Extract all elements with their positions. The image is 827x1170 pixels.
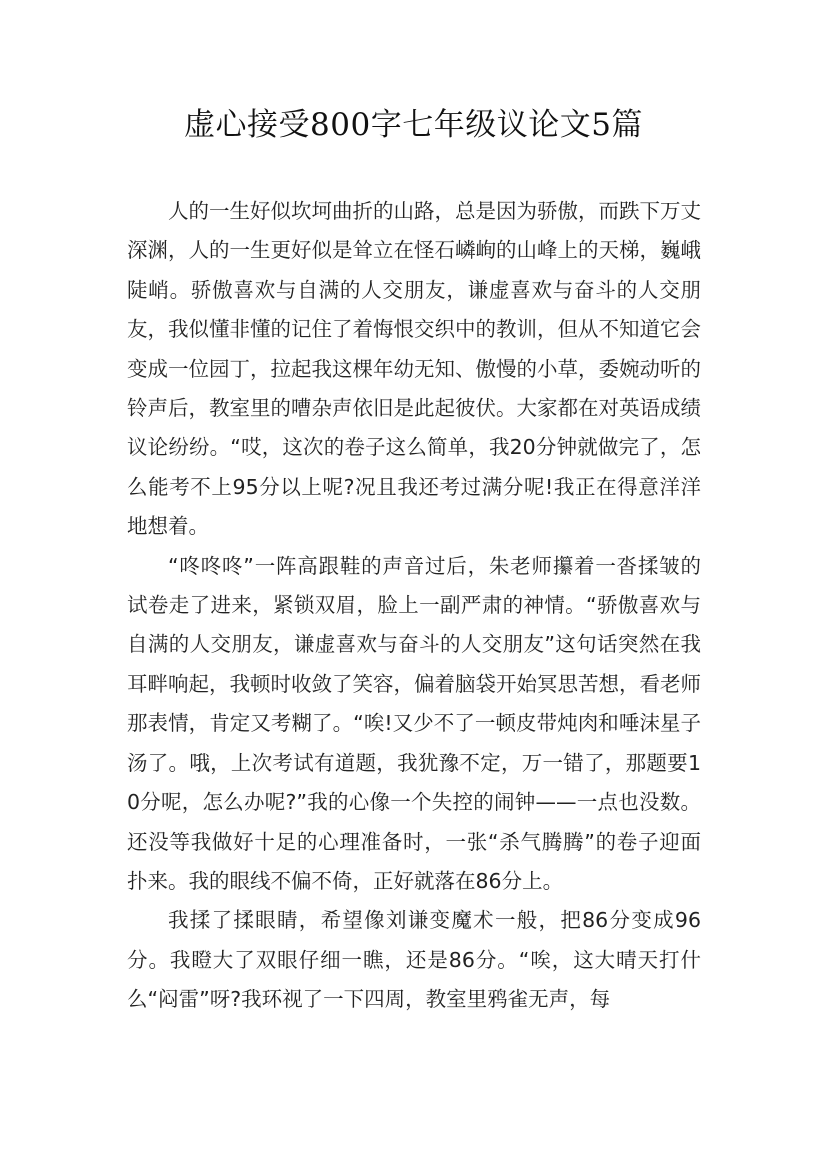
paragraph: 人的一生好似坎坷曲折的山路，总是因为骄傲，而跌下万丈深渊，人的一生更好似是耸立在怪石嶙峋的山峰上的天梯，巍峨陡峭。骄傲喜欢与自满的人交朋友，谦虚喜欢与奋斗的人交朋友，我似懂非懂的记住了着悔恨交织中的教训，但从不知道它会变成一位园丁，拉起我这棵年幼无知、傲慢的小草，委婉动听的铃声后，教室里的嘈杂声依旧是此起彼伏。大家都在对英语成绩议论纷纷。“哎，这次的卷子这么简单，我20分钟就做完了，怎么能考不上95分以上呢?况且我还考过满分呢!我正在得意洋洋地想着。 [127, 199, 701, 539]
document-body [127, 192, 701, 1020]
paragraph: “咚咚咚”一阵高跟鞋的声音过后，朱老师攥着一沓揉皱的试卷走了进来，紧锁双眉，脸上一副严肃的神情。“骄傲喜欢与自满的人交朋友，谦虚喜欢与奋斗的人交朋友”这句话突然在我耳畔响起，我顿时收敛了笑容，偏着脑袋开始冥思苦想，看老师那表情，肯定又考糊了。“唉!又少不了一顿皮带炖肉和唾沫星子汤了。哦，上次考试有道题，我犹豫不定，万一错了，那题要10分呢，怎么办呢?”我的心像一个失控的闹钟——一点也没数。还没等我做好十足的心理准备时，一张“杀气腾腾”的卷子迎面扑来。我的眼线不偏不倚，正好就落在86分上。 [127, 553, 701, 893]
paragraph: 我揉了揉眼睛，希望像刘谦变魔术一般，把86分变成96分。我瞪大了双眼仔细一瞧，还是86分。“唉，这大晴天打什么“闷雷”呀?我环视了一下四周，教室里鸦雀无声，每 [127, 908, 701, 1012]
document-title: 虚心接受800字七年级议论文5篇 [184, 107, 643, 143]
